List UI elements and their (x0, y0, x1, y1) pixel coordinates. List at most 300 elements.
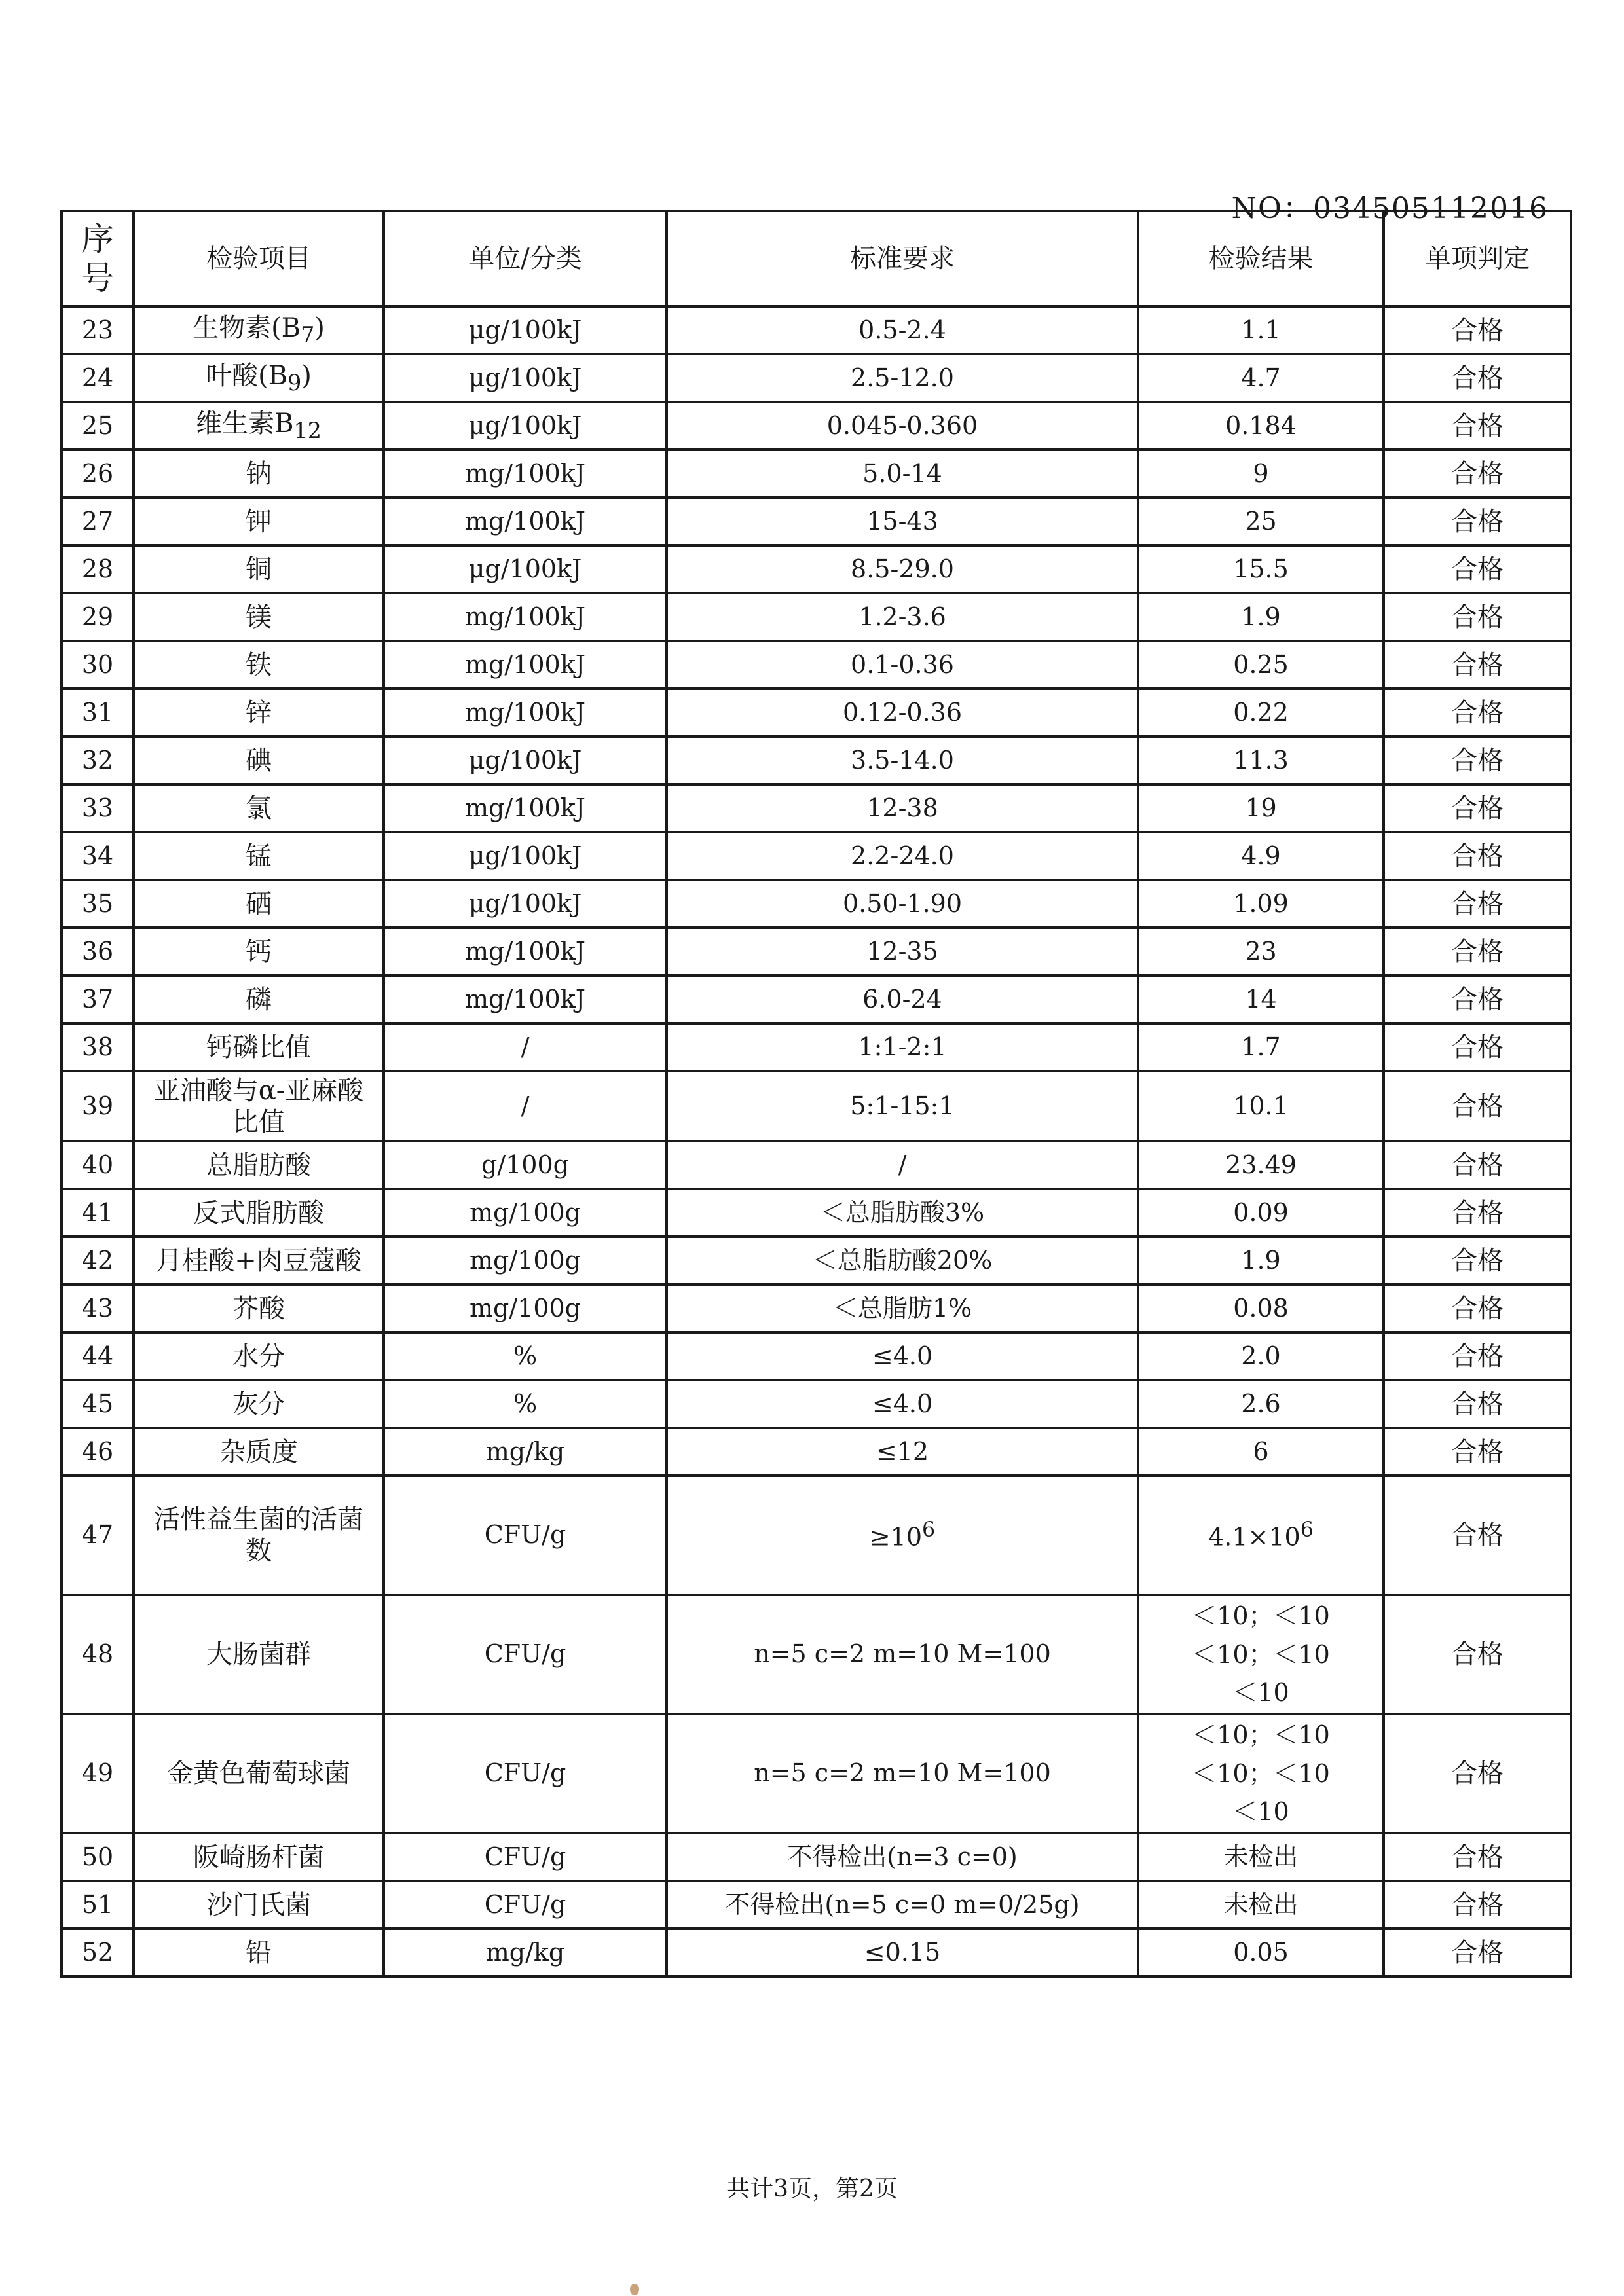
table-row (62, 880, 1571, 928)
cell-unit (384, 1189, 667, 1237)
item-text: 铅 (246, 1937, 272, 1968)
item-text-after: ) (301, 361, 312, 391)
cell-result (1138, 498, 1384, 545)
result-text: 23 (1245, 936, 1277, 966)
item-subscript: 12 (293, 418, 322, 443)
cell-verdict (1384, 784, 1571, 832)
cell-result (1138, 1595, 1384, 1714)
cell-verdict (1384, 1332, 1571, 1380)
cell-item (134, 784, 384, 832)
cell-item (134, 1833, 384, 1881)
unit-text: / (521, 1091, 530, 1120)
result-text: 14 (1245, 984, 1277, 1013)
cell-unit (384, 1285, 667, 1332)
standard-text: 2.2-24.0 (851, 841, 954, 870)
standard-text: 8.5-29.0 (851, 554, 954, 583)
cell-result (1138, 1071, 1384, 1141)
result-text: 23.49 (1225, 1150, 1297, 1179)
item-subscript: 7 (301, 322, 315, 348)
item-text: 钙磷比值 (206, 1032, 311, 1063)
result-text: 1.09 (1233, 888, 1289, 918)
item-text: 反式脂肪酸 (193, 1197, 324, 1228)
seq-text: 28 (81, 554, 114, 583)
cell-unit (384, 1929, 667, 1977)
standard-text: 0.5-2.4 (858, 315, 946, 344)
cell-verdict (1384, 1285, 1571, 1332)
verdict-text: 合格 (1451, 1341, 1504, 1372)
verdict-text: 合格 (1451, 697, 1504, 728)
cell-item (134, 1476, 384, 1595)
verdict-text: 合格 (1451, 1032, 1504, 1063)
cell-unit (384, 1428, 667, 1476)
unit-text: mg/100kJ (465, 697, 585, 727)
item-text: 镁 (246, 602, 272, 632)
standard-text: 0.50-1.90 (842, 888, 963, 918)
table-row (62, 402, 1571, 450)
verdict-text: 合格 (1451, 1889, 1504, 1920)
cell-item (134, 306, 384, 354)
cell-seq (62, 1714, 134, 1833)
cell-standard (667, 689, 1138, 737)
unit-text: μg/100kJ (468, 410, 582, 440)
cell-result (1138, 1237, 1384, 1285)
cell-standard (667, 1332, 1138, 1380)
standard-text: n=5 c=2 m=10 M=100 (754, 1639, 1051, 1669)
cell-result (1138, 1189, 1384, 1237)
cell-unit (384, 1141, 667, 1189)
cell-standard (667, 1476, 1138, 1595)
standard-text: ≤4.0 (872, 1341, 933, 1370)
seq-text: 39 (81, 1091, 114, 1120)
unit-text: mg/kg (485, 1436, 565, 1466)
standard-text: 1:1-2:1 (858, 1032, 947, 1061)
cell-seq (62, 1476, 134, 1595)
cell-seq (62, 928, 134, 975)
result-text: 0.184 (1225, 410, 1297, 440)
cell-seq (62, 545, 134, 593)
item-text: 磷 (246, 984, 272, 1015)
verdict-text: 合格 (1451, 1758, 1504, 1789)
cell-item (134, 928, 384, 975)
cell-verdict (1384, 975, 1571, 1023)
cell-standard (667, 928, 1138, 975)
verdict-text: 合格 (1451, 602, 1504, 632)
seq-text: 24 (81, 363, 114, 392)
cell-unit (384, 1380, 667, 1428)
result-text: 0.22 (1233, 697, 1289, 727)
cell-verdict (1384, 689, 1571, 737)
cell-verdict (1384, 1428, 1571, 1476)
standard-text: / (898, 1150, 907, 1179)
cell-seq (62, 641, 134, 689)
result-line: ＜10；＜10 (1192, 1601, 1330, 1630)
scan-smudge (630, 2284, 639, 2295)
cell-standard (667, 1881, 1138, 1929)
result-superscript: 6 (1300, 1518, 1314, 1542)
cell-result (1138, 832, 1384, 880)
cell-verdict (1384, 1476, 1571, 1595)
standard-text: 6.0-24 (862, 984, 942, 1013)
cell-seq (62, 880, 134, 928)
header-standard: 标准要求 (667, 211, 1138, 306)
item-text: 水分 (232, 1341, 285, 1372)
cell-result (1138, 1476, 1384, 1595)
standard-text: 1.2-3.6 (858, 602, 946, 631)
verdict-text: 合格 (1451, 410, 1504, 441)
result-text: 1.9 (1241, 1245, 1281, 1275)
table-row (62, 1023, 1571, 1071)
unit-text: μg/100kJ (468, 315, 582, 344)
table-row (62, 545, 1571, 593)
unit-text: mg/100kJ (465, 793, 585, 822)
cell-result (1138, 1332, 1384, 1380)
seq-text: 42 (81, 1245, 114, 1275)
table-row (62, 1071, 1571, 1141)
item-text: 钾 (246, 506, 272, 537)
seq-text: 37 (81, 984, 114, 1013)
unit-text: mg/100kJ (465, 649, 585, 679)
cell-seq (62, 1023, 134, 1071)
cell-result (1138, 641, 1384, 689)
standard-text: ＜总脂肪1% (832, 1293, 972, 1322)
cell-verdict (1384, 498, 1571, 545)
cell-verdict (1384, 545, 1571, 593)
cell-item (134, 1428, 384, 1476)
header-verdict: 单项判定 (1384, 211, 1571, 306)
result-text: 4.7 (1241, 363, 1281, 392)
item-text: 铜 (246, 554, 272, 585)
table-row (62, 1380, 1571, 1428)
cell-result (1138, 1285, 1384, 1332)
result-text: 25 (1245, 506, 1277, 536)
cell-seq (62, 975, 134, 1023)
result-text: 15.5 (1233, 554, 1289, 583)
result-line: ＜10 (1232, 1678, 1289, 1707)
cell-seq (62, 593, 134, 641)
cell-unit (384, 1833, 667, 1881)
cell-result (1138, 545, 1384, 593)
table-row (62, 354, 1571, 402)
cell-verdict (1384, 354, 1571, 402)
result-text: 10.1 (1233, 1091, 1289, 1120)
item-text: 总脂肪酸 (206, 1150, 311, 1180)
table-row (62, 928, 1571, 975)
verdict-text: 合格 (1451, 1639, 1504, 1669)
verdict-text: 合格 (1451, 1245, 1504, 1276)
cell-unit (384, 1476, 667, 1595)
cell-item (134, 1189, 384, 1237)
result-text: 未检出 (1223, 1889, 1299, 1919)
cell-verdict (1384, 1595, 1571, 1714)
seq-text: 50 (81, 1842, 114, 1871)
cell-seq (62, 689, 134, 737)
cell-unit (384, 306, 667, 354)
standard-superscript: 6 (922, 1518, 936, 1542)
table-row (62, 641, 1571, 689)
cell-result (1138, 354, 1384, 402)
item-text: 金黄色葡萄球菌 (167, 1758, 350, 1789)
seq-text: 44 (81, 1341, 114, 1370)
cell-standard (667, 306, 1138, 354)
unit-text: mg/100kJ (465, 984, 585, 1013)
cell-unit (384, 641, 667, 689)
cell-result (1138, 1881, 1384, 1929)
seq-text: 47 (81, 1520, 114, 1550)
cell-unit (384, 1237, 667, 1285)
unit-text: CFU/g (484, 1639, 566, 1669)
cell-verdict (1384, 593, 1571, 641)
cell-item (134, 1595, 384, 1714)
cell-standard (667, 784, 1138, 832)
table-row (62, 1332, 1571, 1380)
cell-standard (667, 450, 1138, 498)
seq-text: 48 (81, 1639, 114, 1669)
cell-result (1138, 1428, 1384, 1476)
item-text-after: ) (314, 313, 325, 343)
cell-verdict (1384, 1237, 1571, 1285)
cell-seq (62, 1332, 134, 1380)
table-body (62, 306, 1571, 1977)
table-row (62, 498, 1571, 545)
item-text: 大肠菌群 (206, 1639, 311, 1669)
cell-result (1138, 306, 1384, 354)
standard-text: ＜总脂肪酸3% (820, 1197, 985, 1227)
table-header-row (62, 211, 1571, 306)
cell-item (134, 975, 384, 1023)
verdict-text: 合格 (1451, 793, 1504, 824)
cell-item (134, 402, 384, 450)
result-text: 11.3 (1233, 745, 1289, 774)
cell-result (1138, 593, 1384, 641)
cell-item (134, 880, 384, 928)
table-row (62, 689, 1571, 737)
verdict-text: 合格 (1451, 649, 1504, 680)
standard-text: 3.5-14.0 (851, 745, 954, 774)
cell-seq (62, 1595, 134, 1714)
cell-seq (62, 306, 134, 354)
cell-seq (62, 354, 134, 402)
unit-text: μg/100kJ (468, 745, 582, 774)
cell-standard (667, 545, 1138, 593)
item-text: 锌 (246, 697, 272, 728)
cell-verdict (1384, 450, 1571, 498)
item-text: 铁 (246, 649, 272, 680)
standard-text: 12-38 (866, 793, 938, 822)
standard-text: 不得检出(n=5 c=0 m=0/25g) (725, 1889, 1080, 1919)
cell-standard (667, 1833, 1138, 1881)
unit-text: % (513, 1389, 538, 1418)
verdict-text: 合格 (1451, 363, 1504, 393)
standard-text: 0.12-0.36 (842, 697, 963, 727)
item-text: 阪崎肠杆菌 (193, 1842, 324, 1872)
cell-item (134, 1285, 384, 1332)
table-row (62, 832, 1571, 880)
standard-text: ≥10 (869, 1523, 923, 1552)
cell-result (1138, 1023, 1384, 1071)
standard-text: 0.045-0.360 (826, 410, 978, 440)
table-row (62, 306, 1571, 354)
cell-verdict (1384, 641, 1571, 689)
cell-verdict (1384, 1071, 1571, 1141)
cell-unit (384, 928, 667, 975)
result-text: 未检出 (1223, 1842, 1299, 1871)
cell-unit (384, 689, 667, 737)
unit-text: mg/100g (469, 1245, 581, 1275)
standard-text: 不得检出(n=3 c=0) (787, 1842, 1018, 1871)
cell-result (1138, 880, 1384, 928)
unit-text: mg/100kJ (465, 458, 585, 488)
cell-unit (384, 1332, 667, 1380)
table-row (62, 784, 1571, 832)
item-text: 活性益生菌的活菌数 (154, 1504, 363, 1566)
cell-standard (667, 1141, 1138, 1189)
cell-item (134, 1714, 384, 1833)
result-text: 1.7 (1241, 1032, 1281, 1061)
cell-standard (667, 402, 1138, 450)
standard-text: 2.5-12.0 (851, 363, 954, 392)
cell-result (1138, 1929, 1384, 1977)
cell-verdict (1384, 402, 1571, 450)
table-row (62, 975, 1571, 1023)
cell-unit (384, 545, 667, 593)
verdict-text: 合格 (1451, 1937, 1504, 1968)
cell-standard (667, 975, 1138, 1023)
cell-result (1138, 402, 1384, 450)
standard-text: 0.1-0.36 (851, 649, 954, 679)
result-line: ＜10；＜10 (1192, 1758, 1330, 1788)
cell-verdict (1384, 1714, 1571, 1833)
verdict-text: 合格 (1451, 888, 1504, 919)
unit-text: μg/100kJ (468, 888, 582, 918)
cell-item (134, 1141, 384, 1189)
seq-text: 36 (81, 936, 114, 966)
cell-standard (667, 832, 1138, 880)
item-text: 碘 (246, 745, 272, 776)
verdict-text: 合格 (1451, 506, 1504, 537)
item-text: 氯 (246, 793, 272, 824)
standard-text: 5:1-15:1 (850, 1091, 955, 1120)
cell-item (134, 1071, 384, 1141)
standard-text: 5.0-14 (862, 458, 942, 488)
cell-seq (62, 737, 134, 784)
cell-seq (62, 1285, 134, 1332)
result-text: 0.25 (1233, 649, 1289, 679)
result-text: 19 (1245, 793, 1277, 822)
cell-unit (384, 498, 667, 545)
cell-verdict (1384, 1380, 1571, 1428)
cell-unit (384, 784, 667, 832)
table-row (62, 450, 1571, 498)
table-row (62, 1428, 1571, 1476)
cell-unit (384, 354, 667, 402)
verdict-text: 合格 (1451, 1436, 1504, 1467)
unit-text: CFU/g (484, 1758, 566, 1788)
cell-standard (667, 1595, 1138, 1714)
item-text: 亚油酸与α-亚麻酸比值 (153, 1075, 364, 1137)
seq-text: 27 (81, 506, 114, 536)
seq-text: 30 (81, 649, 114, 679)
cell-verdict (1384, 832, 1571, 880)
verdict-text: 合格 (1451, 458, 1504, 489)
inspection-results-table (60, 210, 1572, 1978)
unit-text: % (513, 1341, 538, 1370)
unit-text: μg/100kJ (468, 841, 582, 870)
item-text: 硒 (246, 888, 272, 919)
cell-verdict (1384, 306, 1571, 354)
verdict-text: 合格 (1451, 1091, 1504, 1121)
cell-verdict (1384, 1833, 1571, 1881)
cell-item (134, 1023, 384, 1071)
cell-verdict (1384, 1881, 1571, 1929)
unit-text: CFU/g (484, 1842, 566, 1871)
cell-unit (384, 1071, 667, 1141)
cell-standard (667, 498, 1138, 545)
table-row (62, 1141, 1571, 1189)
unit-text: mg/100kJ (465, 936, 585, 966)
verdict-text: 合格 (1451, 1520, 1504, 1550)
unit-text: g/100g (481, 1150, 569, 1179)
cell-seq (62, 832, 134, 880)
cell-standard (667, 354, 1138, 402)
cell-verdict (1384, 1023, 1571, 1071)
cell-unit (384, 450, 667, 498)
cell-standard (667, 1929, 1138, 1977)
item-text: 锰 (246, 841, 272, 871)
item-text: 维生素B (196, 409, 294, 439)
cell-item (134, 1881, 384, 1929)
cell-result (1138, 1380, 1384, 1428)
cell-item (134, 641, 384, 689)
cell-seq (62, 402, 134, 450)
seq-text: 52 (81, 1937, 114, 1967)
cell-standard (667, 1237, 1138, 1285)
cell-unit (384, 593, 667, 641)
cell-standard (667, 593, 1138, 641)
item-text: 灰分 (232, 1389, 285, 1419)
unit-text: mg/100g (469, 1197, 581, 1227)
cell-standard (667, 880, 1138, 928)
unit-text: mg/100kJ (465, 602, 585, 631)
seq-text: 31 (81, 697, 114, 727)
seq-text: 43 (81, 1293, 114, 1322)
standard-text: ≤4.0 (872, 1389, 933, 1418)
cell-unit (384, 1881, 667, 1929)
table-row (62, 1595, 1571, 1714)
cell-seq (62, 450, 134, 498)
report-number: NO：034505112016 (1231, 192, 1549, 225)
cell-result (1138, 450, 1384, 498)
unit-text: μg/100kJ (468, 554, 582, 583)
result-line: ＜10；＜10 (1192, 1720, 1330, 1749)
table-row (62, 1929, 1571, 1977)
cell-seq (62, 1833, 134, 1881)
item-text: 月桂酸+肉豆蔻酸 (156, 1245, 361, 1276)
table-row (62, 593, 1571, 641)
item-subscript: 9 (287, 370, 302, 395)
result-text: 2.6 (1241, 1389, 1281, 1418)
cell-verdict (1384, 1929, 1571, 1977)
cell-unit (384, 880, 667, 928)
cell-seq (62, 1428, 134, 1476)
cell-unit (384, 1595, 667, 1714)
verdict-text: 合格 (1451, 984, 1504, 1015)
cell-standard (667, 1023, 1138, 1071)
cell-standard (667, 641, 1138, 689)
unit-text: mg/100kJ (465, 506, 585, 536)
cell-item (134, 737, 384, 784)
seq-text: 33 (81, 793, 114, 822)
unit-text: mg/100g (469, 1293, 581, 1322)
